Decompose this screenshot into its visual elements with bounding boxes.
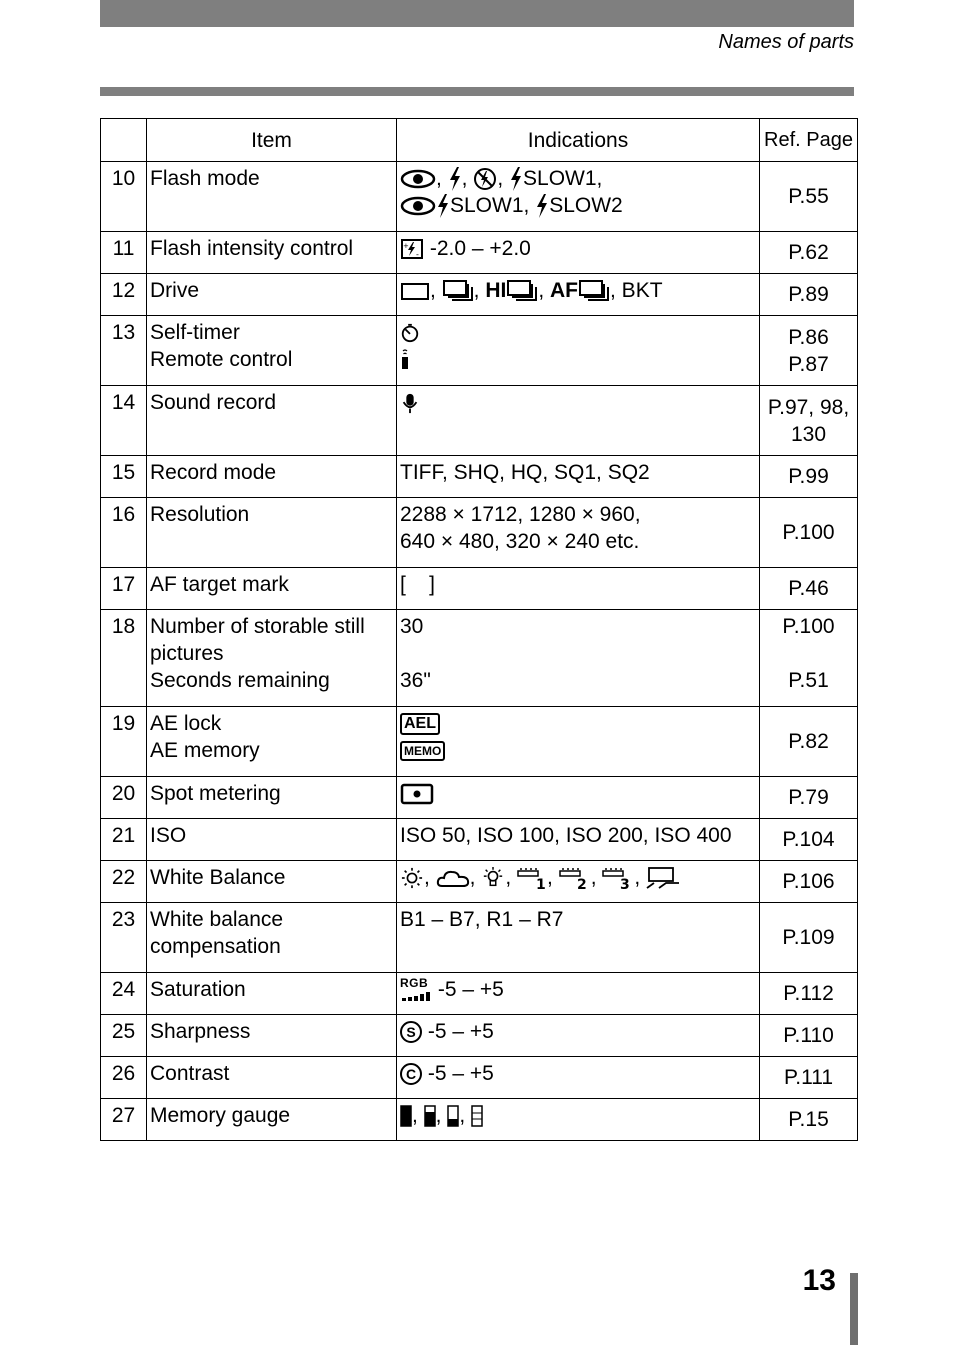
row-indications xyxy=(397,610,760,707)
table-row xyxy=(101,777,858,819)
svg-text:-: - xyxy=(416,250,419,260)
row-item: AF target mark xyxy=(147,568,397,610)
item-line: Seconds remaining xyxy=(150,669,330,692)
row-indications xyxy=(397,316,760,386)
row-item: Spot metering xyxy=(147,777,397,819)
row-number: 18 xyxy=(101,610,147,707)
table-row xyxy=(101,316,858,386)
table-row xyxy=(101,498,858,568)
row-ref: P.55 xyxy=(760,162,858,232)
row-item: White Balance xyxy=(147,861,397,903)
row-number: 15 xyxy=(101,456,147,498)
row-indications: B1 – B7, R1 – R7 xyxy=(397,903,760,973)
row-indications xyxy=(397,498,760,568)
row-item: Drive xyxy=(147,274,397,316)
row-ref: P.112 xyxy=(760,973,858,1015)
ref-line: P.87 xyxy=(788,352,829,376)
row-number: 22 xyxy=(101,861,147,903)
row-ref xyxy=(760,610,858,707)
row-number: 23 xyxy=(101,903,147,973)
row-number: 27 xyxy=(101,1099,147,1141)
table-row xyxy=(101,568,858,610)
row-item: Contrast xyxy=(147,1057,397,1099)
svg-text:2: 2 xyxy=(576,877,587,891)
item-line: AE lock xyxy=(150,712,222,735)
table-row xyxy=(101,274,858,316)
row-item: Sound record xyxy=(147,386,397,456)
row-ref: P.82 xyxy=(760,707,858,777)
self-timer-icon xyxy=(400,322,420,344)
row-ref: P.62 xyxy=(760,232,858,274)
flash-range: -2.0 – +2.0 xyxy=(429,237,531,260)
table-header-row xyxy=(101,119,858,162)
row-indications: TIFF, SHQ, HQ, SQ1, SQ2 xyxy=(397,456,760,498)
row-item xyxy=(147,316,397,386)
hi-label: HI xyxy=(485,279,507,302)
row-indications xyxy=(397,232,760,274)
svg-text:3: 3 xyxy=(620,877,631,891)
slow1-label: SLOW1, xyxy=(523,167,603,190)
saturation-icon xyxy=(400,978,432,1002)
row-number: 11 xyxy=(101,232,147,274)
row-indications xyxy=(397,707,760,777)
row-indications xyxy=(397,777,760,819)
col-number xyxy=(101,119,147,162)
row-ref xyxy=(760,386,858,456)
col-indications: Indications xyxy=(397,119,760,162)
fluorescent-3-icon xyxy=(602,866,634,890)
row-ref: P.46 xyxy=(760,568,858,610)
cloudy-icon xyxy=(436,868,470,888)
table-row xyxy=(101,162,858,232)
row-ref: P.100 xyxy=(760,498,858,568)
row-ref: P.104 xyxy=(760,819,858,861)
row-number: 10 xyxy=(101,162,147,232)
ind-line: 640 × 480, 320 × 240 etc. xyxy=(400,530,640,553)
memory-gauge-empty-icon xyxy=(471,1104,483,1128)
row-number: 16 xyxy=(101,498,147,568)
ref-line: P.100 xyxy=(782,615,835,638)
row-item: Sharpness xyxy=(147,1015,397,1057)
sequential-shooting-icon xyxy=(578,279,610,303)
row-number: 19 xyxy=(101,707,147,777)
sharpness-range: -5 – +5 xyxy=(427,1020,494,1043)
saturation-range: -5 – +5 xyxy=(437,978,504,1001)
row-indications xyxy=(397,386,760,456)
row-item xyxy=(147,707,397,777)
row-item xyxy=(147,610,397,707)
row-indications: , , , xyxy=(397,1099,760,1141)
row-ref: P.15 xyxy=(760,1099,858,1141)
table-row xyxy=(101,456,858,498)
memory-gauge-two-thirds-icon xyxy=(424,1104,436,1128)
fluorescent-2-icon xyxy=(559,866,591,890)
section-title: Names of parts xyxy=(718,31,854,53)
row-number: 17 xyxy=(101,568,147,610)
svg-text:1: 1 xyxy=(536,877,546,891)
row-ref: P.99 xyxy=(760,456,858,498)
row-number: 25 xyxy=(101,1015,147,1057)
flash-icon xyxy=(535,194,549,218)
row-item: Flash mode xyxy=(147,162,397,232)
red-eye-icon xyxy=(400,169,436,189)
row-ref xyxy=(760,316,858,386)
sequential-shooting-icon xyxy=(442,279,474,303)
memory-gauge-one-third-icon xyxy=(447,1104,459,1128)
ae-memory-icon: MEMO xyxy=(400,741,445,761)
single-frame-icon xyxy=(400,281,430,301)
flash-off-icon xyxy=(473,167,497,191)
table-row xyxy=(101,1015,858,1057)
saturation-label: RGB xyxy=(400,976,429,991)
row-number: 20 xyxy=(101,777,147,819)
col-item: Item xyxy=(147,119,397,162)
row-indications xyxy=(397,1015,760,1057)
row-indications: [ ] xyxy=(397,568,760,610)
parts-table xyxy=(100,118,858,1141)
ref-line: P.86 xyxy=(788,325,829,349)
saturation-bars xyxy=(400,978,432,1002)
page-number: 13 xyxy=(802,1264,836,1297)
row-ref: P.110 xyxy=(760,1015,858,1057)
page-edge-bar xyxy=(850,1273,858,1345)
contrast-range: -5 – +5 xyxy=(427,1062,494,1085)
row-number: 24 xyxy=(101,973,147,1015)
row-ref: P.89 xyxy=(760,274,858,316)
row-number: 13 xyxy=(101,316,147,386)
row-number: 21 xyxy=(101,819,147,861)
one-touch-wb-icon xyxy=(646,866,680,890)
table-row xyxy=(101,1099,858,1141)
memory-gauge-full-icon xyxy=(400,1104,412,1128)
flash-icon xyxy=(436,194,450,218)
fluorescent-1-icon xyxy=(517,866,547,890)
row-number: 12 xyxy=(101,274,147,316)
row-item: White balance compensation xyxy=(147,903,397,973)
slow2-label: SLOW2 xyxy=(549,194,623,217)
row-indications xyxy=(397,1057,760,1099)
row-item: Record mode xyxy=(147,456,397,498)
row-number: 26 xyxy=(101,1057,147,1099)
flash-icon xyxy=(448,167,462,191)
table-row xyxy=(101,232,858,274)
spot-metering-icon xyxy=(400,783,434,805)
row-ref: P.111 xyxy=(760,1057,858,1099)
row-number: 14 xyxy=(101,386,147,456)
table-row xyxy=(101,819,858,861)
row-indications: , , , SLOW1, SLOW1, SLOW2 xyxy=(397,162,760,232)
flash-icon xyxy=(509,167,523,191)
flash-compensation-icon xyxy=(400,239,424,259)
row-indications xyxy=(397,973,760,1015)
row-ref: P.106 xyxy=(760,861,858,903)
table-row xyxy=(101,903,858,973)
item-line: AE memory xyxy=(150,739,260,762)
ae-lock-icon: AEL xyxy=(400,713,440,735)
microphone-icon xyxy=(400,392,420,414)
sunny-icon xyxy=(400,867,424,889)
table-row xyxy=(101,386,858,456)
ind-line: 30 xyxy=(400,615,424,638)
item-line: Remote control xyxy=(150,348,293,371)
ind-line: 2288 × 1712, 1280 × 960, xyxy=(400,503,641,526)
row-item: Saturation xyxy=(147,973,397,1015)
header-rule xyxy=(100,87,854,96)
table-row xyxy=(101,1057,858,1099)
table-row xyxy=(101,973,858,1015)
sequential-shooting-icon xyxy=(506,279,538,303)
ref-line: P.51 xyxy=(788,669,829,692)
sharpness-icon: S xyxy=(400,1021,422,1043)
row-item: Memory gauge xyxy=(147,1099,397,1141)
row-item: ISO xyxy=(147,819,397,861)
svg-text:+: + xyxy=(403,242,409,251)
ref-line: P.97, 98, xyxy=(767,395,850,419)
ref-line: 130 xyxy=(790,422,827,446)
bkt-label: , BKT xyxy=(610,279,663,302)
row-item: Resolution xyxy=(147,498,397,568)
ind-line: 36" xyxy=(400,669,431,692)
row-ref: P.109 xyxy=(760,903,858,973)
row-indications: , , , 1 , 2 , 3 , xyxy=(397,861,760,903)
col-ref-page: Ref. Page xyxy=(760,119,858,162)
contrast-icon: C xyxy=(400,1063,422,1085)
item-line: Self-timer xyxy=(150,321,240,344)
table-row xyxy=(101,610,858,707)
row-indications: , , HI , AF , BKT xyxy=(397,274,760,316)
table-row xyxy=(101,861,858,903)
af-label: AF xyxy=(550,279,579,302)
header-bar xyxy=(100,0,854,27)
remote-control-icon xyxy=(400,349,410,371)
row-item: Flash intensity control xyxy=(147,232,397,274)
tungsten-icon xyxy=(481,867,505,889)
row-ref: P.79 xyxy=(760,777,858,819)
item-line: Number of storable still pictures xyxy=(150,615,365,665)
slow1-label: SLOW1, xyxy=(450,194,530,217)
row-indications: ISO 50, ISO 100, ISO 200, ISO 400 xyxy=(397,819,760,861)
table-row xyxy=(101,707,858,777)
red-eye-icon xyxy=(400,196,436,216)
